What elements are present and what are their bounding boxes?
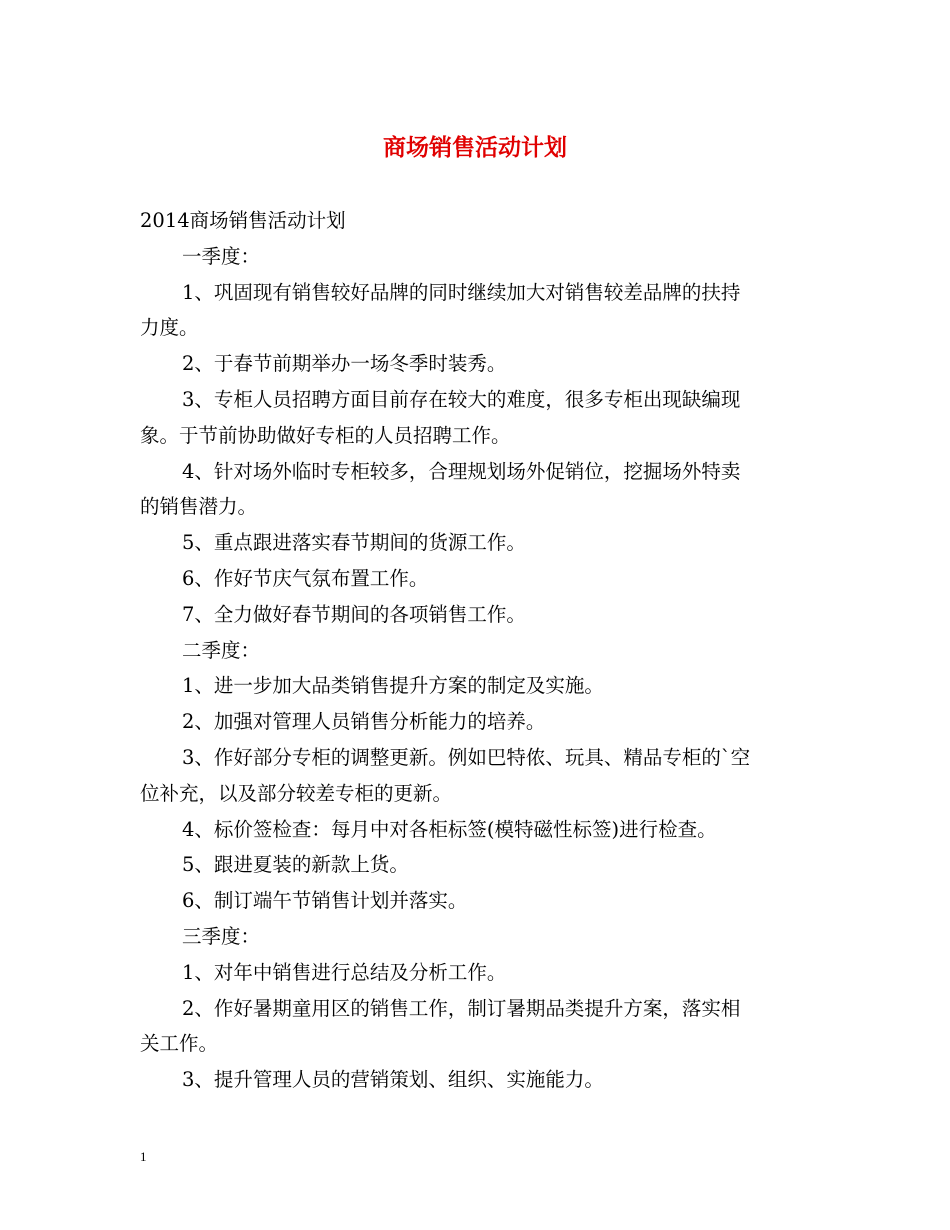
body-line: 一季度： (182, 244, 261, 268)
body-line: 3、专柜人员招聘方面目前存在较大的难度，很多专柜出现缺编现 (182, 387, 741, 411)
body-line: 2014商场销售活动计划 (140, 209, 346, 232)
body-line: 3、作好部分专柜的调整更新。例如巴特侬、玩具、精品专柜的`空 (182, 745, 751, 769)
body-line: 6、制订端午节销售计划并落实。 (182, 889, 468, 913)
document-title: 商场销售活动计划 (383, 134, 567, 161)
body-line: 1、巩固现有销售较好品牌的同时继续加大对销售较差品牌的扶持 (182, 280, 741, 304)
body-line: 的销售潜力。 (140, 495, 258, 519)
body-line: 象。于节前协助做好专柜的人员招聘工作。 (140, 423, 511, 447)
page-number: 1 (140, 1149, 147, 1164)
body-line: 3、提升管理人员的营销策划、组织、实施能力。 (182, 1068, 604, 1092)
body-line: 1、对年中销售进行总结及分析工作。 (182, 960, 507, 984)
body-line: 4、针对场外临时专柜较多，合理规划场外促销位，挖掘场外特卖 (182, 459, 741, 483)
body-line: 关工作。 (140, 1032, 219, 1056)
body-line: 5、跟进夏装的新款上货。 (182, 853, 409, 877)
body-line: 位补充，以及部分较差专柜的更新。 (140, 781, 453, 805)
body-line: 三季度： (182, 924, 261, 948)
body-line: 6、作好节庆气氛布置工作。 (182, 566, 429, 590)
body-line: 4、标价签检查：每月中对各柜标签(模特磁性标签)进行检查。 (182, 817, 717, 841)
body-line: 力度。 (140, 316, 199, 340)
body-line: 7、全力做好春节期间的各项销售工作。 (182, 602, 526, 626)
body-line: 二季度： (182, 638, 261, 662)
body-line: 2、加强对管理人员销售分析能力的培养。 (182, 710, 546, 734)
body-line: 2、作好暑期童用区的销售工作，制订暑期品类提升方案，落实相 (182, 996, 741, 1020)
body-line: 1、进一步加大品类销售提升方案的制定及实施。 (182, 674, 604, 698)
body-line: 5、重点跟进落实春节期间的货源工作。 (182, 531, 526, 555)
body-line: 2、于春节前期举办一场冬季时装秀。 (182, 352, 507, 376)
document-body (140, 203, 820, 1098)
